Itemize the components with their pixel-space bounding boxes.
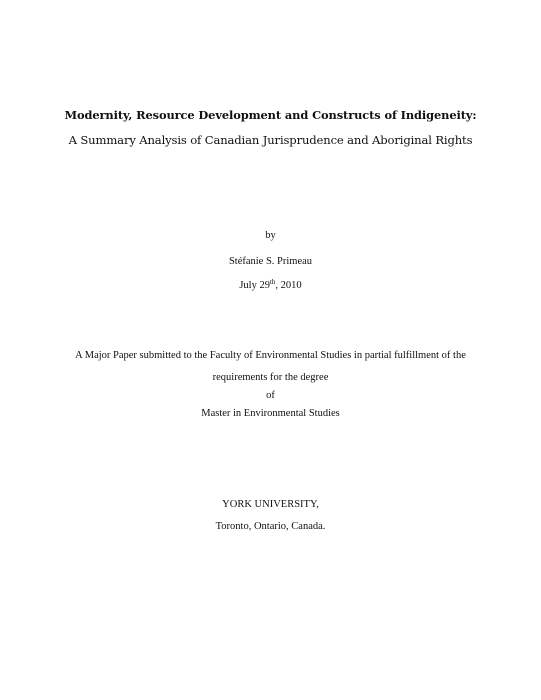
submission-statement-line1: A Major Paper submitted to the Faculty of Environmental Studies in partial fulfillment of the bbox=[75, 350, 466, 361]
paper-title: Modernity, Resource Development and Constructs of Indigeneity: bbox=[64, 108, 477, 122]
date-ordinal: th bbox=[269, 278, 276, 286]
degree-name: Master in Environmental Studies bbox=[201, 408, 340, 419]
submission-date bbox=[0, 280, 541, 291]
author-name: Stéfanie S. Primeau bbox=[228, 256, 313, 267]
date-prefix: July 29 bbox=[239, 280, 270, 291]
submission-statement-line2: requirements for the degree bbox=[212, 372, 329, 383]
university-location: Toronto, Ontario, Canada. bbox=[215, 521, 326, 532]
paper-subtitle: A Summary Analysis of Canadian Jurisprudence and Aboriginal Rights bbox=[68, 133, 473, 147]
of-line: of bbox=[266, 390, 275, 401]
by-line: by bbox=[265, 230, 276, 241]
university-name: YORK UNIVERSITY, bbox=[222, 499, 319, 510]
date-suffix: , 2010 bbox=[275, 280, 302, 291]
